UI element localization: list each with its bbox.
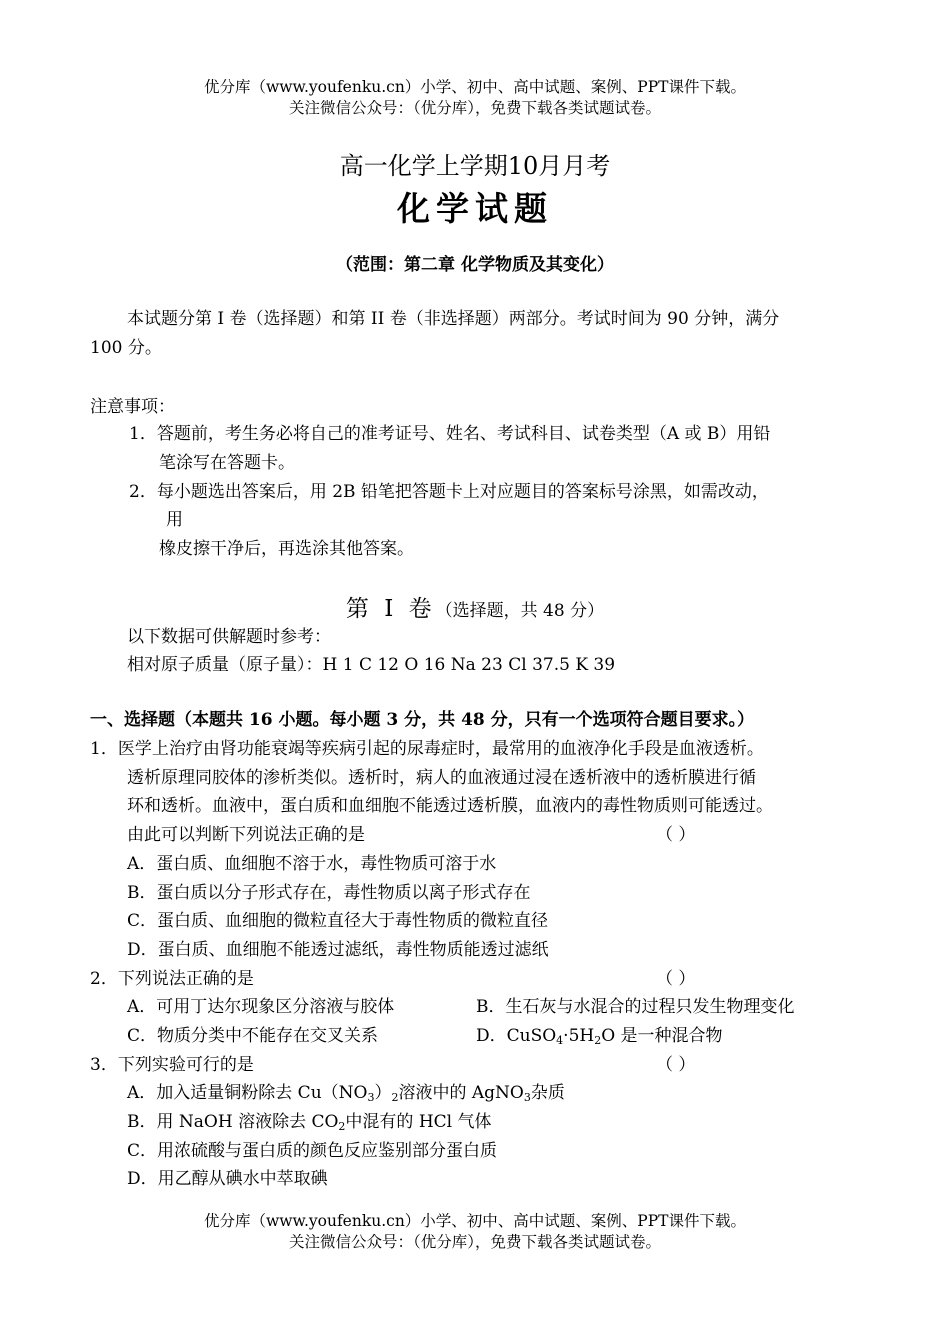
- part1-title-row: [0, 590, 950, 626]
- notes-heading: 注意事项：: [90, 397, 175, 417]
- q3-stem: 3．下列实验可行的是: [90, 1055, 254, 1075]
- scope-subtitle: （范围：第二章 化学物质及其变化）: [336, 255, 614, 275]
- note-2-line-3: 橡皮擦干净后，再选涂其他答案。: [159, 539, 414, 559]
- subject-title: 化学试题: [397, 189, 553, 228]
- footer-line-2: 关注微信公众号：（优分库），免费下载各类试题试卷。: [288, 1233, 661, 1251]
- q2-stem: 2．下列说法正确的是: [90, 969, 254, 989]
- q3-answer-paren: （ ）: [656, 1055, 696, 1075]
- q3-option-c: C．用浓硫酸与蛋白质的颜色反应鉴别部分蛋白质: [127, 1141, 498, 1161]
- q2-option-d: D．$CuSO_4\cdot 5H_2O$ 是一种混合物: [476, 1026, 723, 1047]
- q1-option-d: D．蛋白质、血细胞不能透过滤纸，毒性物质能透过滤纸: [127, 940, 549, 960]
- header-line-2: 关注微信公众号：（优分库），免费下载各类试题试卷。: [288, 99, 661, 117]
- q1-answer-paren: （ ）: [656, 825, 696, 845]
- section-1-heading: 一、选择题（本题共 16 小题。每小题 3 分，共 48 分，只有一个选项符合题目要求。）: [90, 710, 755, 730]
- note-1-line-1: 1．答题前，考生务必将自己的准考证号、姓名、考试科目、试卷类型（A 或 B）用铅: [129, 424, 771, 444]
- intro-line-2: 100 分。: [90, 338, 162, 358]
- header-line-1: 优分库（www.youfenku.cn）小学、初中、高中试题、案例、PPT课件下载。: [203, 78, 747, 96]
- note-2-line-2: 用: [166, 510, 183, 530]
- q1-line-2: 透析原理同胶体的渗析类似。透析时，病人的血液通过浸在透析液中的透析膜进行循: [127, 768, 756, 788]
- q2-option-a: A．可用丁达尔现象区分溶液与胶体: [127, 997, 395, 1017]
- q1-option-c: C．蛋白质、血细胞的微粒直径大于毒性物质的微粒直径: [127, 911, 549, 931]
- q1-line-3: 环和透析。血液中，蛋白质和血细胞不能透过透析膜，血液内的毒性物质则可能透过。: [127, 796, 773, 816]
- q3-option-d: D．用乙醇从碘水中萃取碘: [127, 1169, 328, 1189]
- footer-line-1: 优分库（www.youfenku.cn）小学、初中、高中试题、案例、PPT课件下载。: [203, 1212, 747, 1230]
- q3-option-a: A．加入适量铜粉除去 $Cu(NO_3)_2$溶液中的 AgNO$_3$杂质: [127, 1083, 565, 1104]
- q2-answer-paren: （ ）: [656, 969, 696, 989]
- q2-option-b: B．生石灰与水混合的过程只发生物理变化: [476, 997, 795, 1017]
- note-1-line-2: 笔涂写在答题卡。: [159, 453, 295, 473]
- q3-option-b: B．用 NaOH 溶液除去 $CO_2$中混有的 HCl 气体: [127, 1112, 492, 1133]
- reference-line: 以下数据可供解题时参考：: [127, 627, 331, 647]
- atomic-mass-line: 相对原子质量（原子量）：H 1 C 12 O 16 Na 23 Cl 37.5 K 39: [127, 655, 616, 675]
- part1-title-note: （选择题，共 48 分）: [435, 601, 605, 621]
- intro-line-1: 本试题分第 I 卷（选择题）和第 II 卷（非选择题）两部分。考试时间为 90 分钟，满分: [127, 309, 780, 329]
- q1-line-1: 1．医学上治疗由肾功能衰竭等疾病引起的尿毒症时，最常用的血液净化手段是血液透析。: [90, 739, 764, 759]
- q2-option-c: C．物质分类中不能存在交叉关系: [127, 1026, 379, 1046]
- part1-title: 第 Ⅰ 卷: [345, 596, 436, 622]
- q1-option-a: A．蛋白质、血细胞不溶于水，毒性物质可溶于水: [127, 854, 497, 874]
- note-2-line-1: 2．每小题选出答案后，用 2B 铅笔把答题卡上对应题目的答案标号涂黑，如需改动，: [129, 482, 769, 502]
- q1-line-4: 由此可以判断下列说法正确的是: [127, 825, 365, 845]
- q1-option-b: B．蛋白质以分子形式存在，毒性物质以离子形式存在: [127, 883, 531, 903]
- exam-title: 高一化学上学期10月月考: [339, 152, 611, 180]
